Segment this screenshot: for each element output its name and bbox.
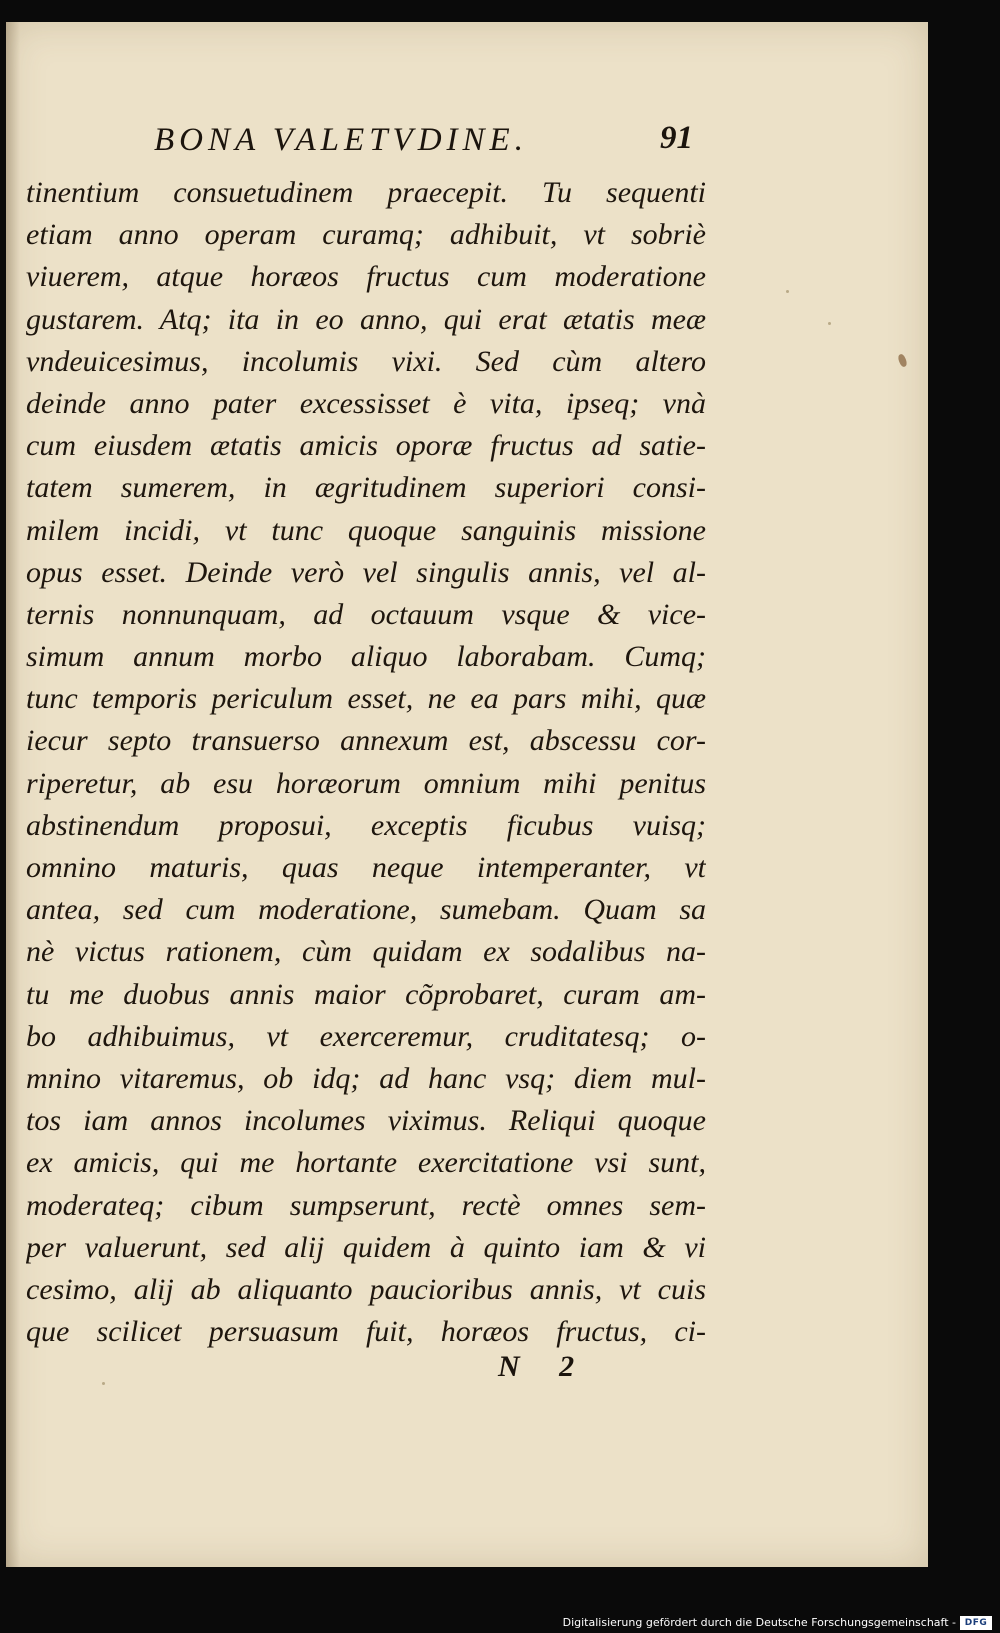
text-line: tinentium consuetudinem praecepit. Tu sequenti xyxy=(26,176,706,209)
page-gutter-shadow xyxy=(6,22,20,1567)
text-line: ternis nonnunquam, ad octauum vsque & vice- xyxy=(26,597,706,631)
text-line: simum annum morbo aliquo laborabam. Cumq; xyxy=(26,640,706,674)
text-line: tatem sumerem, in ægritudinem superiori consi- xyxy=(26,471,706,505)
text-line: moderateq; cibum sumpserunt, rectè omnes sem- xyxy=(26,1188,706,1222)
paper-speck xyxy=(102,1382,105,1385)
running-head xyxy=(6,106,928,166)
text-line: ex amicis, qui me hortante exercitatione vsi sunt, xyxy=(26,1146,706,1180)
paper-speck xyxy=(786,290,789,293)
text-line: mnino vitaremus, ob idq; ad hanc vsq; diem mul- xyxy=(26,1061,706,1095)
text-line: viuerem, atque horæos fructus cum moderatione xyxy=(26,260,706,294)
text-line: antea, sed cum moderatione, sumebam. Quam sa xyxy=(26,893,706,927)
text-line: omnino maturis, quas neque intemperanter, vt xyxy=(26,851,706,884)
text-line: etiam anno operam curamq; adhibuit, vt sobriè xyxy=(26,218,706,252)
text-line: tos iam annos incolumes viximus. Reliqui quoque xyxy=(26,1104,706,1138)
dfg-logo: DFG xyxy=(960,1616,992,1630)
signature-mark: N 2 xyxy=(498,1350,591,1383)
text-line: iecur septo transuerso annexum est, abscessu cor- xyxy=(26,724,706,758)
page-number: 91 xyxy=(660,120,693,156)
text-line: riperetur, ab esu horæorum omnium mihi penitus xyxy=(26,766,706,800)
text-line: opus esset. Deinde verò vel singulis annis, vel al- xyxy=(26,555,706,589)
ink-blot xyxy=(897,353,908,368)
text-line: tu me duobus annis maior cõprobaret, curam am- xyxy=(26,977,706,1011)
paper-speck xyxy=(828,322,831,325)
text-line: que scilicet persuasum fuit, horæos fructus, ci- xyxy=(26,1315,706,1349)
text-line: gustarem. Atq; ita in eo anno, qui erat ætatis meæ xyxy=(26,302,706,336)
text-line: tunc temporis periculum esset, ne ea pars mihi, quæ xyxy=(26,682,706,716)
text-line: vndeuicesimus, incolumis vixi. Sed cùm altero xyxy=(26,344,706,378)
body-text xyxy=(26,172,706,1353)
book-page xyxy=(6,22,928,1567)
text-line: cesimo, alij ab aliquanto paucioribus annis, vt cuis xyxy=(26,1272,706,1306)
text-line: deinde anno pater excessisset è vita, ipseq; vnà xyxy=(26,386,706,420)
text-line: bo adhibuimus, vt exerceremur, cruditatesq; o- xyxy=(26,1019,706,1053)
text-line: cum eiusdem ætatis amicis oporæ fructus ad satie- xyxy=(26,429,706,463)
running-title: BONA VALETVDINE. xyxy=(154,122,528,158)
text-line: milem incidi, vt tunc quoque sanguinis missione xyxy=(26,513,706,547)
text-line: nè victus rationem, cùm quidam ex sodalibus na- xyxy=(26,935,706,969)
text-line: per valuerunt, sed alij quidem à quinto iam & vi xyxy=(26,1230,706,1264)
text-line: abstinendum proposui, exceptis ficubus vuisq; xyxy=(26,808,706,842)
digitization-credit: Digitalisierung gefördert durch die Deutsche Forschungsgemeinschaft - xyxy=(562,1616,956,1629)
